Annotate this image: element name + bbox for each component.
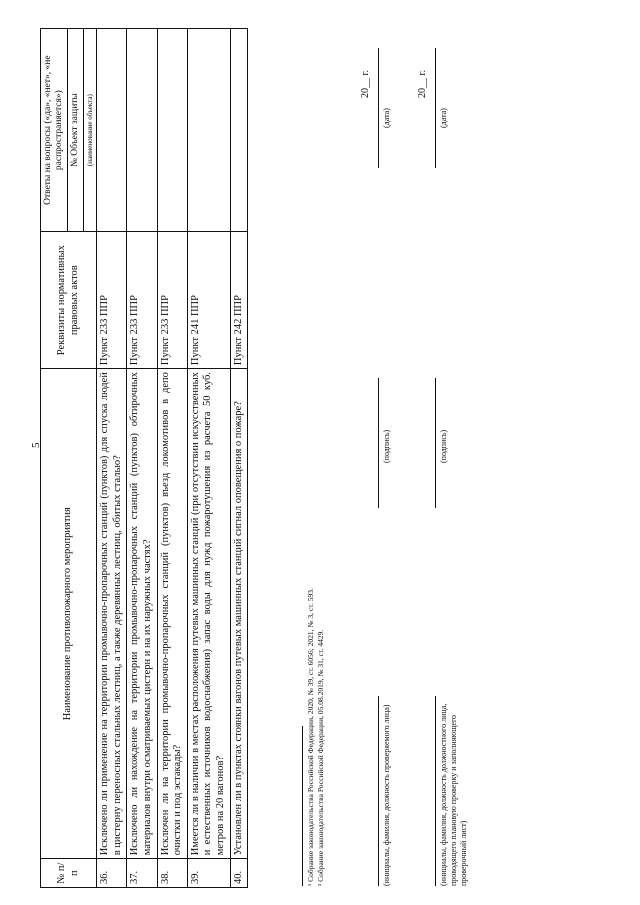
signature-date-2: (дата) — [439, 108, 448, 128]
header-ref: Реквизиты нормативных правовых актов — [41, 232, 97, 369]
footnote-divider — [302, 726, 303, 886]
signature-who-2: (инициалы, фамилия, должность должностного лица, проводящего плановую проверку и заполняющего проверочный лист) — [439, 703, 468, 886]
row-num: 36. — [97, 859, 127, 888]
row-text: Исключено ли нахождение на территории промывочно-пропарочных станций (пунктов) обтирочных материалов внутри осматриваемых цистерн и на их наружных частях? — [127, 369, 157, 859]
footnotes — [302, 588, 326, 886]
row-answer-cell[interactable] — [230, 29, 248, 232]
footnote-1: ¹ Собрание законодательства Российской Федерации, 2020, № 39, ст. 6056; 2021, № 3, ст. 593. — [306, 588, 315, 886]
row-text: Исключен ли на территории промывочно-пропарочных станций (пунктов) въезд локомотивов в депо очистки и под эстакады? — [157, 369, 187, 859]
row-num: 37. — [127, 859, 157, 888]
header-name: Наименование противопожарного мероприятия — [41, 369, 97, 859]
signature-line-who-2 — [435, 696, 436, 886]
signature-date-1: (дата) — [382, 108, 391, 128]
row-text: Имеется ли в наличии в местах расположения путевых машинных станций (при отсутствии искусственных и естественных источников водоснабжения) запас воды для нужд пожаротушения из расчета 50 куб. метров на 20 вагонов? — [187, 369, 230, 859]
row-answer-cell[interactable] — [187, 29, 230, 232]
table-row — [187, 29, 230, 888]
header-object — [67, 29, 83, 232]
table-row — [157, 29, 187, 888]
header-object-no: № — [69, 158, 80, 168]
signature-sign-2: (подпись) — [439, 429, 448, 463]
signature-who-1: (инициалы, фамилия, должность проверяемого лица) — [382, 704, 391, 886]
table-row — [97, 29, 127, 888]
signature-year-2: 20__ г. — [417, 70, 428, 98]
signature-line-sign-2 — [435, 378, 436, 508]
table-row — [127, 29, 157, 888]
signature-sign-1: (подпись) — [382, 429, 391, 463]
header-object-sub: (наименование объекта) — [83, 29, 96, 232]
signature-line-date-1 — [378, 48, 379, 168]
row-num: 40. — [230, 859, 248, 888]
header-answers: Ответы на вопросы («да», «нет», «не распространяется») — [41, 29, 68, 232]
row-ref: Пункт 242 ППР — [230, 232, 248, 369]
signature-line-who-1 — [378, 696, 379, 886]
header-object-label: Объект защиты — [69, 93, 80, 156]
signature-line-date-2 — [435, 48, 436, 168]
rotated-page — [40, 28, 640, 888]
footnote-2: ² Собрание законодательства Российской Федерации, 05.08.2019, № 31, ст. 4429. — [315, 629, 325, 886]
row-ref: Пункт 233 ППР — [157, 232, 187, 369]
signature-year-1: 20__ г. — [360, 70, 371, 98]
row-ref: Пункт 233 ППР — [97, 232, 127, 369]
row-answer-cell[interactable] — [97, 29, 127, 232]
page-number: 5 — [30, 442, 42, 448]
row-num: 38. — [157, 859, 187, 888]
checklist-table — [40, 28, 248, 888]
table-header-row — [41, 29, 68, 888]
signature-line-sign-1 — [378, 378, 379, 508]
row-text: Исключено ли применение на территории промывочно-пропарочных станций (пунктов) для спуска людей в цистерну переносных стальных лестниц, а также деревянных лестниц, обитых сталью? — [97, 369, 127, 859]
row-answer-cell[interactable] — [127, 29, 157, 232]
row-text: Установлен ли в пунктах стоянки вагонов путевых машинных станций сигнал оповещения о пожаре? — [230, 369, 248, 859]
row-ref: Пункт 241 ППР — [187, 232, 230, 369]
table-row — [230, 29, 248, 888]
row-num: 39. — [187, 859, 230, 888]
row-ref: Пункт 233 ППР — [127, 232, 157, 369]
row-answer-cell[interactable] — [157, 29, 187, 232]
header-num: № п/п — [41, 859, 97, 888]
